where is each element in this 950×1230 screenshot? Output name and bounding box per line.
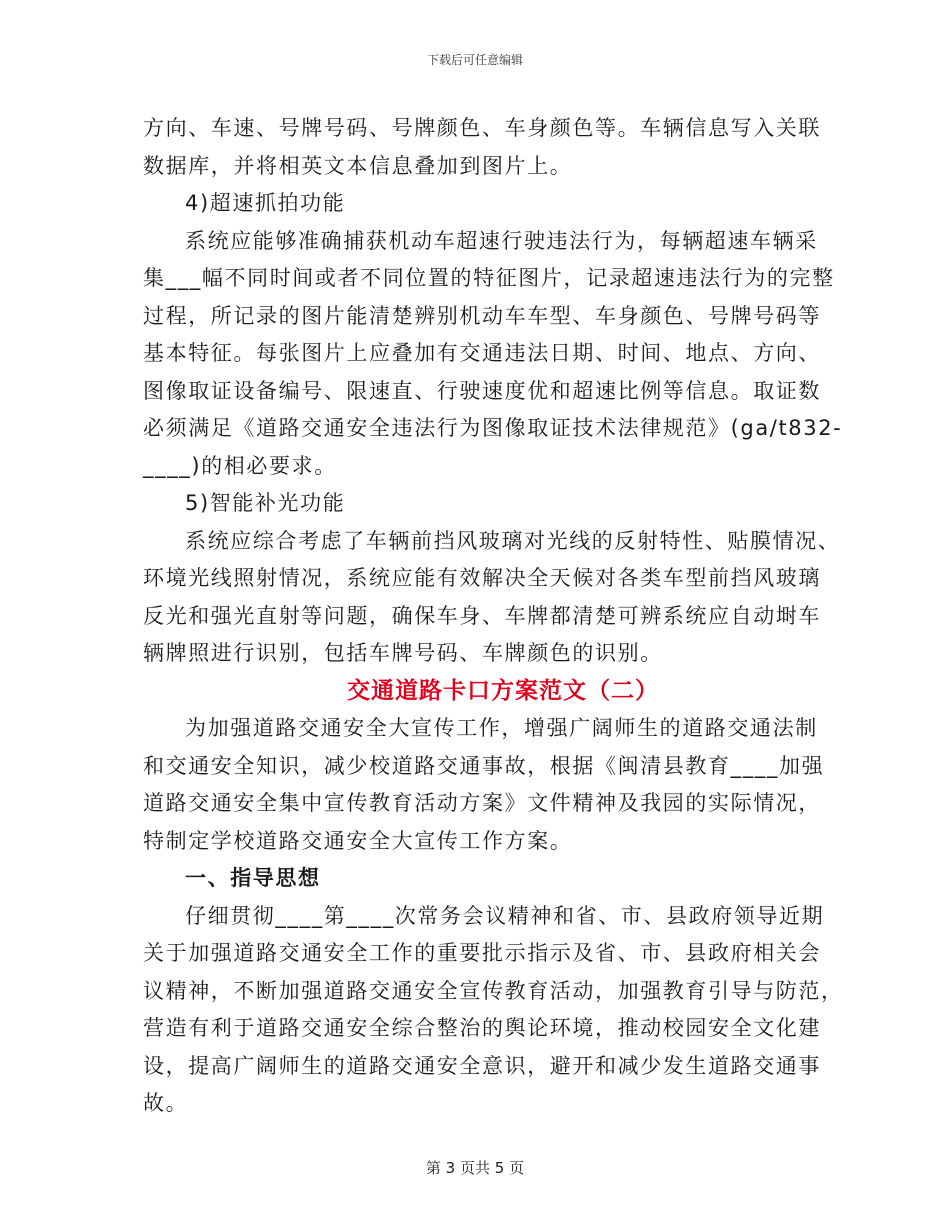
body-line: 环境光线照射情况，系统应能有效解决全天候对各类车型前挡风玻璃 <box>143 566 821 590</box>
subsection-title: 4)超速抓拍功能 <box>185 191 346 215</box>
body-line: 故。 <box>143 1091 189 1115</box>
page-header: 下载后可任意编辑 <box>426 53 523 67</box>
body-line: 议精神，不断加强道路交通安全宣传教育活动，加强教育引导与防范， <box>143 978 844 1003</box>
body-line: 方向、车速、号牌号码、号牌颜色、车身颜色等。车辆信息写入关联 <box>143 116 821 140</box>
body-line: 仔细贯彻____第____次常务会议精神和省、市、县政府领导近期 <box>185 903 825 928</box>
body-line: 反光和强光直射等问题，确保车身、车牌都清楚可辨系统应自动埘车 <box>143 603 821 628</box>
body-line: 必须满足《道路交通安全违法行为图像取证技术法律规范》(ga/t832- <box>143 416 843 440</box>
body-line: 设，提高广阔师生的道路交通安全意识，避开和减少发生道路交通事 <box>143 1053 821 1078</box>
subsection-title: 5)智能补光功能 <box>185 491 346 515</box>
body-line: 辆牌照进行识别，包括车牌号码、车牌颜色的识别。 <box>143 641 663 665</box>
body-line: ____)的相必要求。 <box>143 453 337 478</box>
document-body <box>143 110 844 1123</box>
section-heading: 交通道路卡口方案范文（二） <box>347 677 659 704</box>
body-line: 营造有利于道路交通安全综合整治的舆论环境，推动校园安全文化建 <box>143 1016 821 1040</box>
body-line: 系统应能够准确捕获机动车超速行驶违法行为，每辆超速车辆采 <box>185 228 818 253</box>
body-line: 过程，所记录的图片能清楚辨别机动车车型、车身颜色、号牌号码等 <box>143 303 821 328</box>
body-line: 数据库，并将相英文本信息叠加到图片上。 <box>143 153 573 178</box>
body-line: 特制定学校道路交通安全大宣传工作方案。 <box>143 828 573 853</box>
subsection-heading: 一、指导思想 <box>185 866 321 890</box>
body-line: 和交通安全知识，减少校道路交通事故，根据《闽清县教育____加强 <box>143 753 825 778</box>
body-line: 集___幅不同时间或者不同位置的特征图片，记录超速违法行为的完整 <box>143 266 835 290</box>
body-line: 为加强道路交通安全大宣传工作，增强广阔师生的道路交通法制 <box>185 716 818 740</box>
body-line: 道路交通安全集中宣传教育活动方案》文件精神及我园的实际情况， <box>143 791 821 815</box>
page-footer: 第 3 页共 5 页 <box>425 1159 525 1177</box>
body-line: 系统应综合考虑了车辆前挡风玻璃对光线的反射特性、贴膜情况、 <box>185 528 841 553</box>
body-line: 图像取证设备编号、限速直、行驶速度优和超速比例等信息。取证数 <box>143 378 821 403</box>
body-line: 关于加强道路交通安全工作的重要批示指示及省、市、县政府相关会 <box>143 941 821 965</box>
body-line: 基本特征。每张图片上应叠加有交通违法日期、时间、地点、方向、 <box>143 341 821 365</box>
